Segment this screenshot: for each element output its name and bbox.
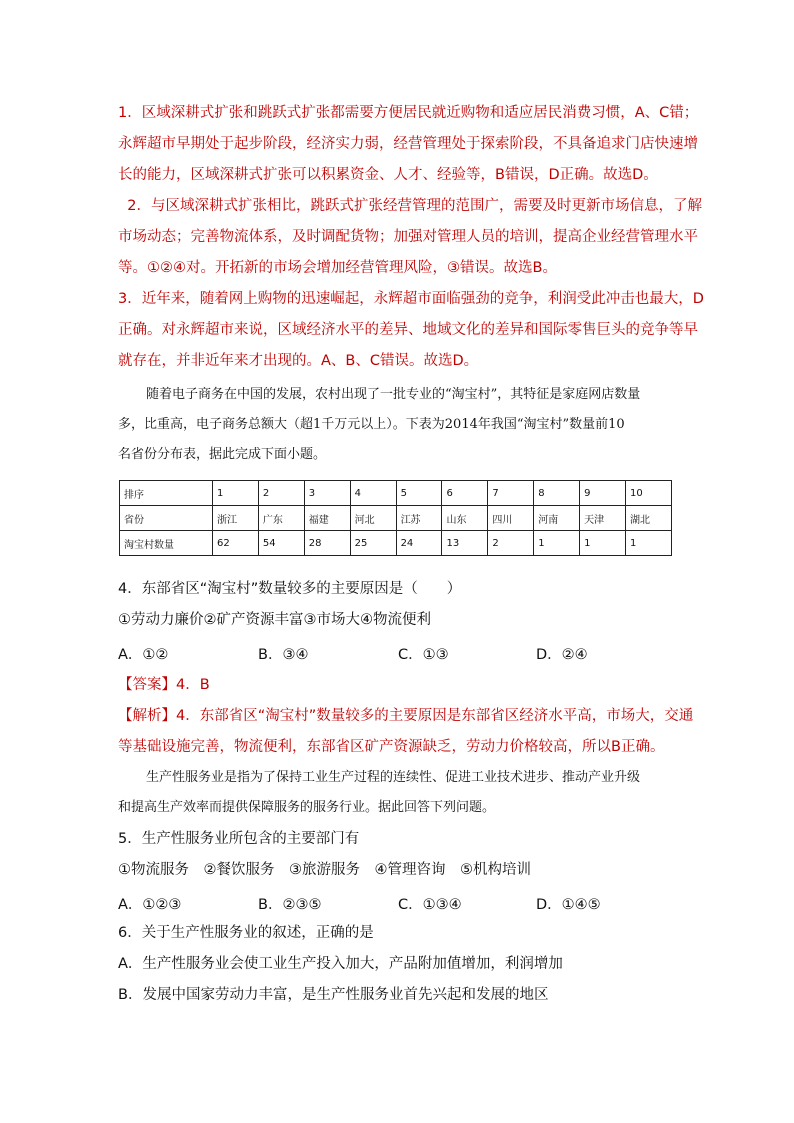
table-cell: 天津 [580,506,626,531]
question-items: ①劳动力廉价②矿产资源丰富③市场大④物流便利 [118,612,431,628]
table-row [120,506,672,531]
analysis-text: 4．东部省区“淘宝村”数量较多的主要原因是东部省区经济水平高，市场大，交通 [176,708,694,724]
text-line: 2．与区域深耕式扩张相比，跳跃式扩张经营管理的范围广，需要及时更新市场信息，了解 [118,198,702,214]
table-cell: 3 [304,481,350,506]
table-cell: 四川 [488,506,534,531]
text-line: 多，比重高，电子商务总额大（超1千万元以上）。下表为2014年我国“淘宝村”数量前10 [118,417,625,432]
table-cell: 福建 [304,506,350,531]
table-cell: 8 [534,481,580,506]
table-cell: 6 [442,481,488,506]
option-b: B．③④ [258,647,309,663]
table-row-label: 省份 [120,506,213,531]
answer-text: 【答案】4．B [118,677,210,693]
analysis-label: 【解析】 [118,708,176,724]
text-line: 长的能力，区域深耕式扩张可以积累资金、人才、经验等，B错误，D正确。故选D。 [118,167,658,183]
option-a: A．生产性服务业会使工业生产投入加大，产品附加值增加，利润增加 [118,956,563,972]
question-4-options [118,643,678,667]
table-cell: 25 [350,531,396,556]
text-line: 等。①②④对。开拓新的市场会增加经营管理风险，③错误。故选B。 [118,260,557,276]
table-cell: 62 [213,531,259,556]
analysis-q1-q3 [118,98,704,377]
text-line: 永辉超市早期处于起步阶段，经济实力弱，经营管理处于探索阶段，不具备追求门店快速增 [118,136,698,152]
table-cell: 9 [580,481,626,506]
option-c: C．①③④ [398,897,462,913]
table-cell: 5 [396,481,442,506]
table-cell: 10 [626,481,672,506]
table-cell: 江苏 [396,506,442,531]
option-d: D．①④⑤ [536,897,601,913]
table-cell: 河北 [350,506,396,531]
question-4 [118,574,678,636]
question-items: ①物流服务 ②餐饮服务 ③旅游服务 ④管理咨询 ⑤机构培训 [118,862,531,878]
text-line: 3．近年来，随着网上购物的迅速崛起，永辉超市面临强劲的竞争，利润受此冲击也最大，D [118,291,704,307]
table-cell: 54 [258,531,304,556]
table-cell: 湖北 [626,506,672,531]
option-c: C．①③ [398,647,449,663]
table-cell: 2 [488,531,534,556]
table-cell: 13 [442,531,488,556]
table-cell: 浙江 [213,506,259,531]
table-cell: 1 [213,481,259,506]
question-5 [118,824,678,886]
question-4-answer-block [118,670,694,763]
table-cell: 河南 [534,506,580,531]
text-line: 随着电子商务在中国的发展，农村出现了一批专业的“淘宝村”，其特征是家庭网店数量 [146,387,641,402]
text-line: 1．区域深耕式扩张和跳跃式扩张都需要方便居民就近购物和适应居民消费习惯，A、C错； [118,105,699,121]
analysis-line [118,701,694,732]
option-b: B．②③⑤ [258,897,322,913]
table-cell: 28 [304,531,350,556]
passage-taobao [118,380,678,470]
text-line: 生产性服务业是指为了保持工业生产过程的连续性、促进工业技术进步、推动产业升级 [146,770,641,785]
question-stem: 6．关于生产性服务业的叙述，正确的是 [118,925,374,941]
question-6 [118,918,678,1011]
table-cell: 1 [626,531,672,556]
table-row [120,481,672,506]
taobao-distribution-table [119,480,672,556]
passage-service [118,763,678,823]
table-row [120,531,672,556]
table-cell: 山东 [442,506,488,531]
question-stem: 4．东部省区“淘宝村”数量较多的主要原因是（ ） [118,581,462,597]
text-line: 和提高生产效率而提供保障服务的服务行业。据此回答下列问题。 [118,800,496,815]
analysis-text: 等基础设施完善，物流便利，东部省区矿产资源缺乏，劳动力价格较高，所以B正确。 [118,739,665,755]
option-a: A．①②③ [118,897,182,913]
question-stem: 5．生产性服务业所包含的主要部门有 [118,831,360,847]
table-cell: 1 [534,531,580,556]
table-cell: 1 [580,531,626,556]
table-cell: 4 [350,481,396,506]
table-cell: 24 [396,531,442,556]
text-line: 就存在，并非近年来才出现的。A、B、C错误。故选D。 [118,353,479,369]
table-row-label: 排序 [120,481,213,506]
table-cell: 广东 [258,506,304,531]
question-5-options [118,893,678,917]
option-d: D．②④ [536,647,588,663]
table-row-label: 淘宝村数量 [120,531,213,556]
text-line: 名省份分布表，据此完成下面小题。 [118,447,327,462]
text-line: 市场动态；完善物流体系，及时调配货物；加强对管理人员的培训，提高企业经营管理水平 [118,229,698,245]
option-b: B．发展中国家劳动力丰富，是生产性服务业首先兴起和发展的地区 [118,987,549,1003]
option-a: A．①② [118,647,169,663]
text-line: 正确。对永辉超市来说，区域经济水平的差异、地域文化的差异和国际零售巨头的竞争等早 [118,322,698,338]
table-cell: 7 [488,481,534,506]
table-cell: 2 [258,481,304,506]
